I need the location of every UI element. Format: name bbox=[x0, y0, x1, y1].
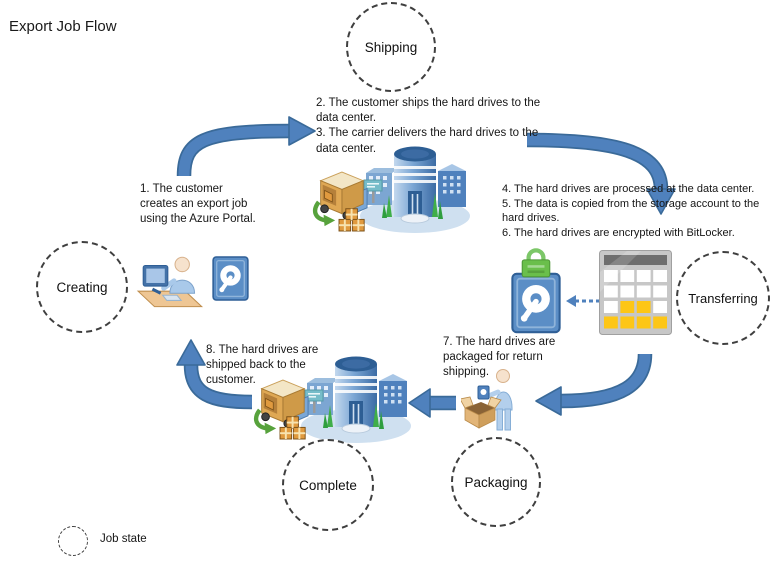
step-text: 1. The customer creates an export job using the Azure Portal. bbox=[140, 183, 256, 226]
encrypted-drive-lock-icon bbox=[508, 246, 564, 334]
legend-job-state-label: Job state bbox=[100, 533, 147, 545]
state-circle-packaging bbox=[451, 437, 541, 527]
arrow-table-to-drive-dashed bbox=[566, 295, 600, 307]
steps-4-5-6-text bbox=[502, 182, 770, 240]
arrow-creating-to-shipping bbox=[184, 117, 315, 176]
state-label-shipping: Shipping bbox=[364, 39, 418, 55]
step-8-text bbox=[206, 343, 338, 389]
step-text: 5. The data is copied from the storage account to the hard drives. bbox=[502, 197, 760, 225]
step-text: 8. The hard drives are shipped back to the customer. bbox=[206, 344, 319, 387]
state-label-transferring: Transferring bbox=[688, 290, 758, 306]
state-circle-transferring bbox=[676, 251, 770, 345]
step-1-text bbox=[140, 182, 262, 228]
step-text: 2. The customer ships the hard drives to the data center. bbox=[316, 97, 541, 125]
arrow-packaging-to-complete bbox=[409, 389, 456, 417]
state-circle-complete bbox=[282, 439, 374, 531]
delivery-truck-icon bbox=[311, 165, 369, 239]
state-label-complete: Complete bbox=[299, 477, 357, 493]
storage-table-icon bbox=[599, 250, 672, 335]
step-text: 4. The hard drives are processed at the data center. bbox=[502, 183, 755, 195]
step-text: 6. The hard drives are encrypted with BitLocker. bbox=[502, 226, 735, 239]
state-label-creating: Creating bbox=[56, 279, 108, 295]
step-text: 3. The carrier delivers the hard drives to the data center. bbox=[316, 127, 539, 155]
state-label-packaging: Packaging bbox=[464, 474, 528, 490]
step-text: 7. The hard drives are packaged for return shipping. bbox=[443, 336, 556, 379]
steps-2-3-text bbox=[316, 96, 546, 157]
state-circle-shipping bbox=[346, 2, 436, 92]
page-title: Export Job Flow bbox=[9, 18, 117, 35]
state-circle-creating bbox=[36, 241, 128, 333]
hard-drive-icon bbox=[212, 256, 249, 301]
customer-at-computer-icon bbox=[136, 252, 212, 316]
legend-job-state-circle bbox=[58, 526, 88, 556]
step-7-text bbox=[443, 335, 559, 381]
